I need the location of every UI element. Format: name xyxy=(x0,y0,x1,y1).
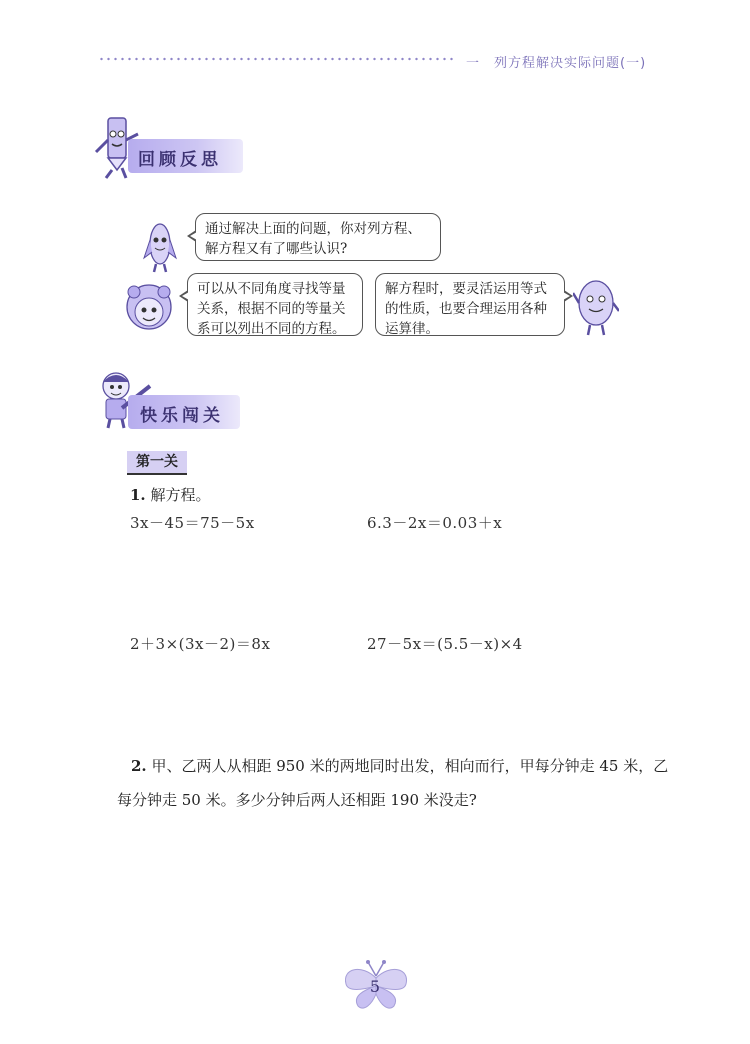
review-section-title: 回顾反思 xyxy=(138,150,222,170)
chapter-title: 一 列方程解决实际问题(一) xyxy=(466,56,647,71)
question-number: 1. xyxy=(130,486,146,504)
equation-4: 27－5x＝(5.5－x)×4 xyxy=(367,635,523,653)
question-2 xyxy=(117,749,677,817)
question-1 xyxy=(130,484,210,505)
happy-section-title: 快乐闯关 xyxy=(140,406,224,426)
equation-1: 3x－45＝75－5x xyxy=(130,514,255,532)
speech-bubble-mascot xyxy=(375,273,565,336)
girl-mascot-icon xyxy=(120,280,178,338)
equation-3: 2＋3×(3x－2)＝8x xyxy=(130,635,271,653)
header-dotted-rule xyxy=(98,57,456,61)
equation-2: 6.3－2x＝0.03＋x xyxy=(367,514,503,532)
speech-bubble-girl xyxy=(187,273,363,336)
page-number: 5 xyxy=(369,977,381,996)
bubble-text: 可以从不同角度寻找等量关系，根据不同的等量关系可以列出不同的方程。 xyxy=(197,281,346,337)
question-prompt: 解方程。 xyxy=(150,486,211,504)
question-number: 2. xyxy=(131,757,147,775)
egg-mascot-icon xyxy=(573,275,619,337)
question-text: 甲、乙两人从相距 950 米的两地同时出发，相向而行，甲每分钟走 45 米，乙每分钟走 50 米。多少分钟后两人还相距 190 米没走? xyxy=(117,757,669,809)
speech-bubble-question xyxy=(195,213,441,261)
corn-mascot-icon xyxy=(142,218,178,274)
level-tag: 第一关 xyxy=(127,451,187,475)
bubble-text: 解方程时，要灵活运用等式的性质，也要合理运用各种运算律。 xyxy=(385,281,547,337)
bubble-text: 通过解决上面的问题，你对列方程、解方程又有了哪些认识? xyxy=(205,221,421,257)
